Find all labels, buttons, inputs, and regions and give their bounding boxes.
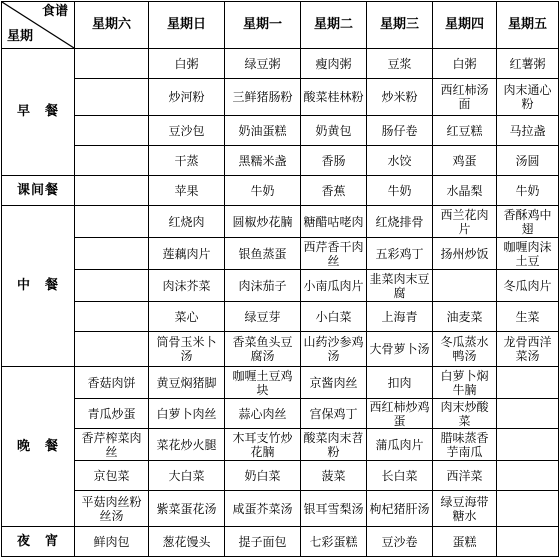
dish-cell: 青瓜炒蛋 — [75, 399, 149, 429]
dish-cell: 宫保鸡丁 — [301, 399, 367, 429]
dish-cell: 长白菜 — [367, 461, 433, 491]
day-header: 星期二 — [301, 2, 367, 49]
dish-cell: 西洋菜 — [433, 461, 497, 491]
dish-cell: 龙骨西洋菜汤 — [497, 332, 559, 367]
dish-cell: 香肠 — [301, 146, 367, 176]
dish-cell: 豆沙卷 — [367, 527, 433, 557]
dish-cell — [497, 491, 559, 527]
meal-label-dinner: 晚 餐 — [2, 367, 75, 527]
dish-cell: 白粥 — [149, 49, 225, 79]
day-header: 星期四 — [433, 2, 497, 49]
dish-cell: 京酱肉丝 — [301, 367, 367, 399]
dish-cell: 筒骨玉米卜汤 — [149, 332, 225, 367]
dish-cell: 咸蛋芥菜汤 — [225, 491, 301, 527]
dish-cell: 扣肉 — [367, 367, 433, 399]
meal-label-supper: 夜 宵 — [2, 527, 75, 557]
dish-cell: 肉沫茄子 — [225, 270, 301, 302]
dinner-row — [2, 491, 559, 527]
dish-cell — [75, 238, 149, 270]
dish-cell: 香菜鱼头豆腐汤 — [225, 332, 301, 367]
dish-cell: 鸡蛋 — [433, 146, 497, 176]
dish-cell: 冬瓜蒸水鸭汤 — [433, 332, 497, 367]
dish-cell: 红烧肉 — [149, 206, 225, 238]
weekly-menu-table — [1, 1, 559, 557]
dish-cell: 红豆糕 — [433, 116, 497, 146]
dish-cell: 大骨萝卜汤 — [367, 332, 433, 367]
dish-cell: 五彩鸡丁 — [367, 238, 433, 270]
dish-cell: 黑糯米盏 — [225, 146, 301, 176]
dish-cell: 小南瓜肉片 — [301, 270, 367, 302]
day-header: 星期五 — [497, 2, 559, 49]
dish-cell: 红薯粥 — [497, 49, 559, 79]
dish-cell: 菠菜 — [301, 461, 367, 491]
dish-cell: 咖喱肉沫土豆 — [497, 238, 559, 270]
dish-cell: 白萝卜焖牛腩 — [433, 367, 497, 399]
dish-cell: 水晶梨 — [433, 176, 497, 206]
dish-cell: 干蒸 — [149, 146, 225, 176]
dish-cell: 肉末炒酸菜 — [433, 399, 497, 429]
dish-cell — [75, 176, 149, 206]
breakfast-row — [2, 116, 559, 146]
dish-cell: 酸菜桂林粉 — [301, 79, 367, 116]
dish-cell: 糖醋咕咾肉 — [301, 206, 367, 238]
dish-cell: 菜心 — [149, 302, 225, 332]
lunch-row — [2, 270, 559, 302]
dish-cell: 西红柿炒鸡蛋 — [367, 399, 433, 429]
dish-cell: 肉沫芥菜 — [149, 270, 225, 302]
dish-cell — [497, 461, 559, 491]
dish-cell: 奶油蛋糕 — [225, 116, 301, 146]
dish-cell — [75, 79, 149, 116]
dish-cell: 腊味蒸香芋南瓜 — [433, 429, 497, 461]
dish-cell: 提子面包 — [225, 527, 301, 557]
lunch-row — [2, 332, 559, 367]
corner-label-weekday: 星期 — [7, 29, 34, 44]
dish-cell: 平菇肉丝粉丝汤 — [75, 491, 149, 527]
dish-cell — [75, 146, 149, 176]
meal-label-breakfast: 早 餐 — [2, 49, 75, 176]
dish-cell: 绿豆芽 — [225, 302, 301, 332]
dish-cell: 肠仔卷 — [367, 116, 433, 146]
dish-cell: 炒米粉 — [367, 79, 433, 116]
meal-label-lunch: 中 餐 — [2, 206, 75, 367]
dish-cell: 豆浆 — [367, 49, 433, 79]
dish-cell: 香酥鸡中翅 — [497, 206, 559, 238]
dish-cell: 奶白菜 — [225, 461, 301, 491]
dish-cell — [497, 527, 559, 557]
dish-cell: 炒河粉 — [149, 79, 225, 116]
dish-cell: 蒜心肉丝 — [225, 399, 301, 429]
dish-cell — [75, 270, 149, 302]
dish-cell: 奶黄包 — [301, 116, 367, 146]
dish-cell: 汤圆 — [497, 146, 559, 176]
dish-cell: 韭菜肉末豆腐 — [367, 270, 433, 302]
dish-cell: 水饺 — [367, 146, 433, 176]
dish-cell: 绿豆粥 — [225, 49, 301, 79]
dish-cell: 上海青 — [367, 302, 433, 332]
dish-cell: 豆沙包 — [149, 116, 225, 146]
dish-cell: 山药沙参鸡汤 — [301, 332, 367, 367]
dish-cell: 莲藕肉片 — [149, 238, 225, 270]
day-header: 星期六 — [75, 2, 149, 49]
dish-cell: 红烧排骨 — [367, 206, 433, 238]
dish-cell — [75, 116, 149, 146]
dish-cell: 冬瓜肉片 — [497, 270, 559, 302]
dish-cell: 蒲瓜肉片 — [367, 429, 433, 461]
dish-cell: 马拉盏 — [497, 116, 559, 146]
corner-label-recipe: 食谱 — [41, 4, 68, 19]
supper-row — [2, 527, 559, 557]
dish-cell: 香蕉 — [301, 176, 367, 206]
snack-row — [2, 176, 559, 206]
breakfast-row — [2, 146, 559, 176]
dish-cell: 生菜 — [497, 302, 559, 332]
dish-cell: 白粥 — [433, 49, 497, 79]
day-header: 星期一 — [225, 2, 301, 49]
dish-cell: 圆椒炒花腩 — [225, 206, 301, 238]
dish-cell: 西红柿汤面 — [433, 79, 497, 116]
dinner-row — [2, 367, 559, 399]
dish-cell: 咖喱土豆鸡块 — [225, 367, 301, 399]
dish-cell: 肉末通心粉 — [497, 79, 559, 116]
dish-cell — [75, 332, 149, 367]
dish-cell: 香菇肉饼 — [75, 367, 149, 399]
dish-cell: 扬州炒饭 — [433, 238, 497, 270]
dish-cell — [497, 429, 559, 461]
dish-cell: 西芹香干肉丝 — [301, 238, 367, 270]
lunch-row — [2, 206, 559, 238]
dish-cell: 油麦菜 — [433, 302, 497, 332]
dish-cell: 大白菜 — [149, 461, 225, 491]
dish-cell: 紫菜蛋花汤 — [149, 491, 225, 527]
corner-cell — [2, 2, 75, 49]
dish-cell: 酸菜肉末苕粉 — [301, 429, 367, 461]
dish-cell: 白萝卜肉丝 — [149, 399, 225, 429]
dish-cell: 黄豆焖猪脚 — [149, 367, 225, 399]
breakfast-row — [2, 49, 559, 79]
dish-cell: 鲜肉包 — [75, 527, 149, 557]
dish-cell: 瘦肉粥 — [301, 49, 367, 79]
dinner-row — [2, 461, 559, 491]
dish-cell: 木耳支竹炒花腩 — [225, 429, 301, 461]
dish-cell: 香芹榨菜肉丝 — [75, 429, 149, 461]
dish-cell: 银耳雪梨汤 — [301, 491, 367, 527]
dinner-row — [2, 399, 559, 429]
dish-cell — [497, 367, 559, 399]
dish-cell: 小白菜 — [301, 302, 367, 332]
dish-cell: 枸杞猪肝汤 — [367, 491, 433, 527]
dish-cell: 牛奶 — [497, 176, 559, 206]
lunch-row — [2, 302, 559, 332]
dish-cell: 西兰花肉片 — [433, 206, 497, 238]
day-header: 星期三 — [367, 2, 433, 49]
dish-cell: 京包菜 — [75, 461, 149, 491]
dish-cell: 菜花炒火腿 — [149, 429, 225, 461]
dish-cell: 七彩蛋糕 — [301, 527, 367, 557]
header-row — [2, 2, 559, 49]
dish-cell — [75, 49, 149, 79]
dish-cell — [75, 206, 149, 238]
dish-cell: 牛奶 — [367, 176, 433, 206]
dish-cell: 苹果 — [149, 176, 225, 206]
dish-cell: 三鲜猪肠粉 — [225, 79, 301, 116]
dish-cell: 绿豆海带糖水 — [433, 491, 497, 527]
dish-cell: 银鱼蒸蛋 — [225, 238, 301, 270]
dish-cell — [75, 302, 149, 332]
dish-cell: 蛋糕 — [433, 527, 497, 557]
lunch-row — [2, 238, 559, 270]
dinner-row — [2, 429, 559, 461]
dish-cell: 牛奶 — [225, 176, 301, 206]
breakfast-row — [2, 79, 559, 116]
dish-cell — [433, 270, 497, 302]
meal-label-snack: 课间餐 — [2, 176, 75, 206]
day-header: 星期日 — [149, 2, 225, 49]
dish-cell — [497, 399, 559, 429]
dish-cell: 葱花馒头 — [149, 527, 225, 557]
